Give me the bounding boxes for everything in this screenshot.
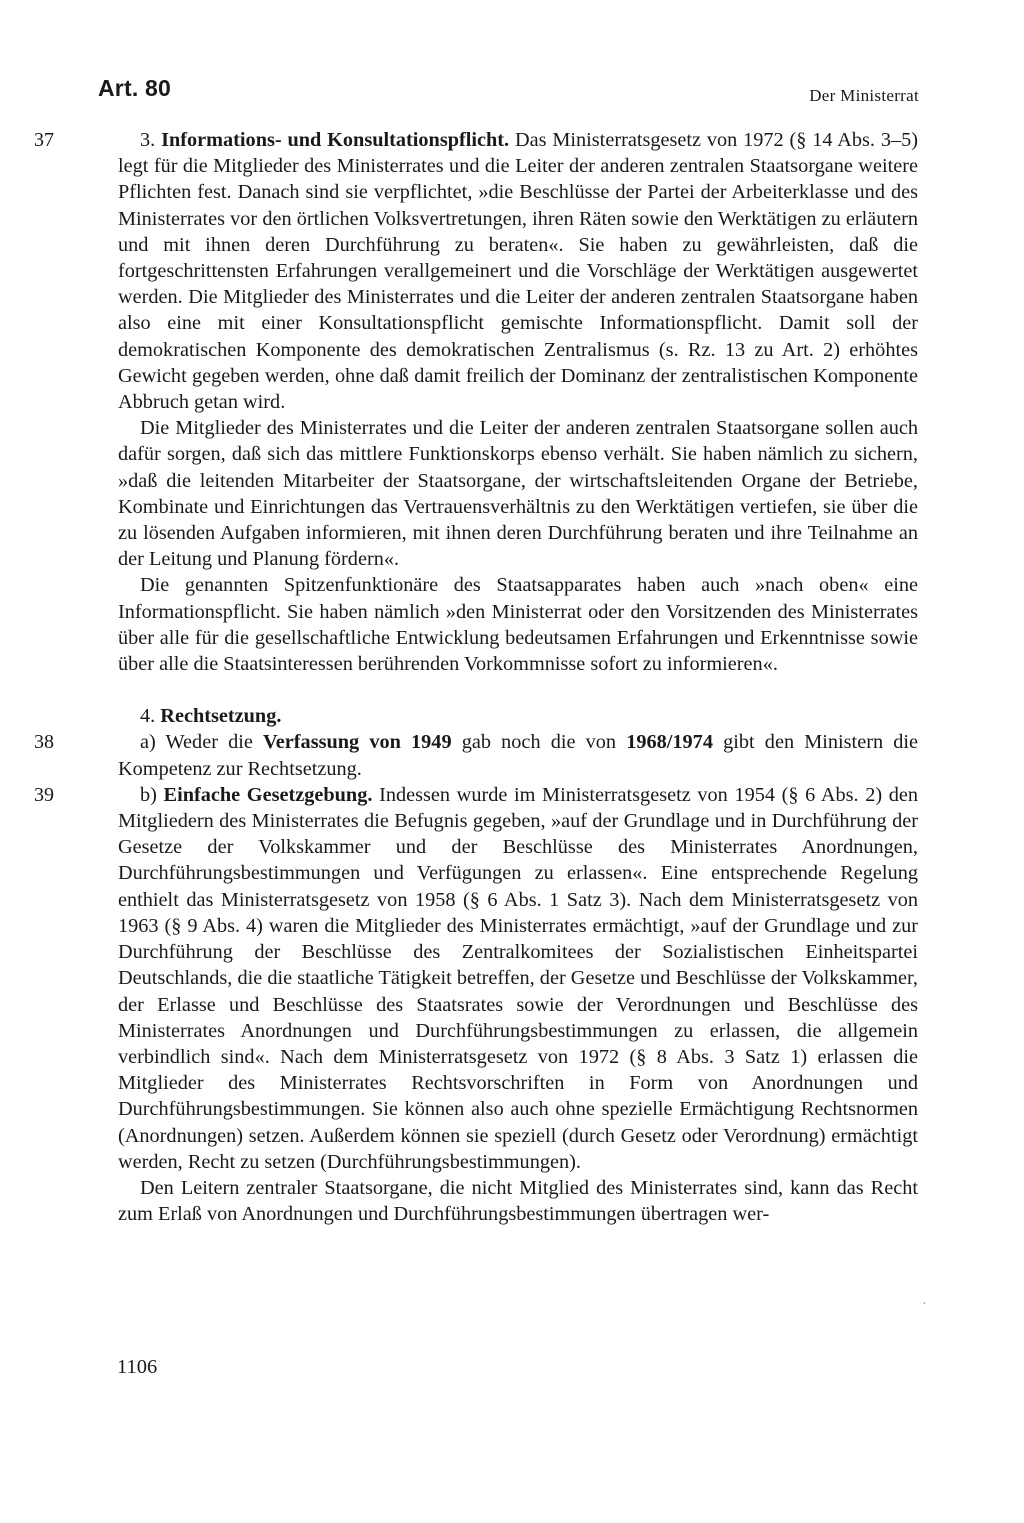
section-4b-label: b)	[140, 783, 164, 806]
section-4c-text: Den Leitern zentraler Staatsorgane, die nicht Mitglied des Ministerrates sind, kann das Recht zum Erlaß von Anordnungen und Durchführungsbestimmungen übertragen wer-	[118, 1176, 918, 1226]
section-4a-rest: gibt den Ministern die Kompetenz zur Rechtsetzung.	[118, 731, 919, 780]
section-3-heading: Informations- und Konsultationspflicht.	[161, 129, 510, 151]
section-3-text-1: Das Ministerratsgesetz von 1972 (§ 14 Abs. 3–5) legt für die Mitglieder des Ministerrates und die Leiter der anderen zentralen Staatsorgane weitere Pflichten fest. Danach sind sie verpflichtet, »die Beschlüsse der Partei der Arbeiterklasse und des Ministerrates vor den örtlichen Volksvertretungen, ihren Räten sowie den Werktätigen zu erläutern und mit ihnen deren Durchführung zu beraten«. Sie haben zu gewährleisten, daß die fortgeschrittensten Erfahrungen verallgemeinert und die Vorschläge der Werktätigen ausgewertet werden. Die Mitglieder des Ministerrates und die Leiter der anderen zentralen Staatsorgane haben also eine mit einer Konsultationspflicht gemischte Informationspflicht. Damit soll der demokratischen Komponente des demokratischen Zentralismus (s. Rz. 13 zu Art. 2) erhöhtes Gewicht gegeben werden, ohne daß damit freilich der Dominanz der zentralistischen Komponente Abbruch getan wird.	[118, 129, 918, 414]
margin-number-37: 37	[34, 129, 54, 151]
section-3-number: 3.	[140, 129, 156, 151]
page-number: 1106	[117, 1356, 158, 1378]
section-4a-paragraph	[34, 729, 919, 781]
margin-number-39: 39	[34, 783, 54, 806]
margin-number-38: 38	[34, 731, 54, 754]
running-header-title: Der Ministerrat	[809, 86, 919, 105]
section-4-number: 4.	[140, 705, 156, 728]
section-4c-paragraph	[118, 1175, 918, 1227]
section-3-paragraph-1	[34, 127, 918, 415]
article-number: Art. 80	[98, 75, 171, 101]
section-4b-heading: Einfache Gesetzgebung.	[163, 783, 373, 806]
section-3-text-2: Die Mitglieder des Ministerrates und die Leiter der anderen zentralen Staatsorgane sollen auch dafür sorgen, daß sich das mittlere Funktionskorps ebenso verhält. Sie haben nämlich zu sichern, »daß die leitenden Mitarbeiter der Staatsorgane, der wirtschaftsleitenden Organe der Betriebe, Kombinate und Einrichtungen das Vertrauensverhältnis zu den Werktätigen vertiefen, sie über die zu lösenden Aufgaben informieren, mit ihnen deren Durchführung beraten und ihre Teilnahme an der Leitung und Planung fördern«.	[118, 417, 918, 571]
section-4-heading-line	[118, 703, 918, 729]
section-4a-mid: gab noch die von	[451, 731, 627, 754]
section-3-paragraph-3	[118, 572, 918, 677]
section-4-heading: Rechtsetzung.	[160, 705, 282, 728]
margin-dot-mark: ·	[922, 1297, 927, 1312]
section-4a-label: a) Weder die	[140, 731, 264, 754]
section-3-paragraph-2	[118, 415, 918, 572]
section-4b-text: Indessen wurde im Ministerratsgesetz von 1954 (§ 6 Abs. 2) den Mitgliedern des Ministerrates die Befugnis gegeben, »auf der Grundlage und in Durchführung der Gesetze der Volkskammer und der Beschlüsse des Ministerrates Anordnungen, Durchführungsbestimmungen und Verfügungen zu erlassen«. Eine entsprechende Regelung enthielt das Ministerratsgesetz von 1958 (§ 6 Abs. 1 Satz 3). Nach dem Ministerratsgesetz von 1963 (§ 9 Abs. 4) waren die Mitglieder des Ministerrates ermächtigt, »auf der Grundlage und zur Durchführung der Beschlüsse des Zentralkomitees der Sozialistischen Einheitspartei Deutschlands, die die staatliche Tätigkeit betreffen, der Gesetze und Beschlüsse der Volkskammer, der Erlasse und Beschlüsse des Staatsrates sowie der Verordnungen und Beschlüsse des Ministerrates Anordnungen und Durchführungsbestimmungen zu erlassen, die allgemein verbindlich sind«. Nach dem Ministerratsgesetz von 1972 (§ 8 Abs. 3 Satz 1) erlassen die Mitglieder des Ministerrates Rechtsvorschriften in Form von Anordnungen und Durchführungsbestimmungen. Sie können also auch ohne spezielle Ermächtigung Rechtsnormen (Anordnungen) setzen. Außerdem können sie speziell (durch Gesetz oder Verordnung) ermächtigt werden, Recht zu setzen (Durchführungsbestimmungen).	[118, 783, 919, 1173]
section-spacer	[118, 677, 918, 703]
section-4a-bold-2: 1968/1974	[626, 731, 713, 754]
section-4a-bold-1: Verfassung von 1949	[263, 731, 452, 754]
section-4b-paragraph	[34, 782, 919, 1175]
page-body	[34, 127, 919, 1227]
section-3-text-3: Die genannten Spitzenfunktionäre des Staatsapparates haben auch »nach oben« eine Informationspflicht. Sie haben nämlich »den Ministerrat oder den Vorsitzenden des Ministerrates über alle für die gesellschaftliche Entwicklung bedeutsamen Erfahrungen und Erkenntnisse sowie über alle die Staatsinteressen berührenden Vorkommnisse sofort zu informieren«.	[118, 574, 918, 676]
